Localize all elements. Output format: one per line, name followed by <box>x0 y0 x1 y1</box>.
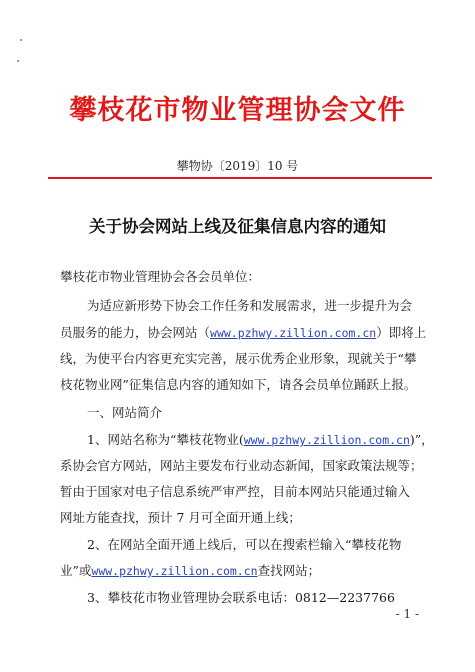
paragraph-1-line-2: 员服务的能力，协会网站（www.pzhwy.zillion.com.cn）即将上 <box>60 325 427 340</box>
paragraph-1-line-4: 枝花物业网”征集信息内容的通知如下，请各会员单位踊跃上报。 <box>60 377 417 392</box>
page-number: - 1 - <box>395 607 419 621</box>
scan-dot <box>20 39 22 41</box>
website-link[interactable]: www.pzhwy.zillion.com.cn <box>210 326 377 340</box>
document-number: 攀物协〔2019〕10 号 <box>176 159 299 173</box>
document-header-title: 攀枝花市物业管理协会文件 <box>69 95 406 126</box>
item-1-line-4: 网址方能查找，预计 7 月可全面开通上线； <box>60 510 301 525</box>
item-1-line-2: 系协会官方网站，网站主要发布行业动态新闻，国家政策法规等； <box>60 458 423 473</box>
item-1-line-1: 1、网站名称为“攀枝花物业(www.pzhwy.zillion.com.cn)”， <box>87 432 434 447</box>
header-red-rule <box>48 177 432 179</box>
scan-dot <box>17 60 19 62</box>
paragraph-1-line-1: 为适应新形势下协会工作任务和发展需求，进一步提升为会 <box>87 298 413 313</box>
salutation: 攀枝花市物业管理协会各会员单位： <box>60 269 261 284</box>
section-heading-1: 一、网站简介 <box>87 405 163 420</box>
item-1-line-3: 暂由于国家对电子信息系统严审严控，目前本网站只能通过输入 <box>60 484 411 499</box>
item-2-line-2: 业”或www.pzhwy.zillion.com.cn查找网站； <box>60 563 321 578</box>
paragraph-1-line-3: 线，为使平台内容更充实完善，展示优秀企业形象，现就关于“攀 <box>60 351 417 366</box>
item-2-line-1: 2、在网站全面开通上线后，可以在搜索栏输入“攀枝花物 <box>87 537 402 552</box>
website-link[interactable]: www.pzhwy.zillion.com.cn <box>91 564 258 578</box>
website-link[interactable]: www.pzhwy.zillion.com.cn <box>243 433 410 447</box>
item-3-line-1: 3、攀枝花市物业管理协会联系电话：0812—2237766 <box>87 590 395 605</box>
notice-title: 关于协会网站上线及征集信息内容的通知 <box>89 217 386 236</box>
